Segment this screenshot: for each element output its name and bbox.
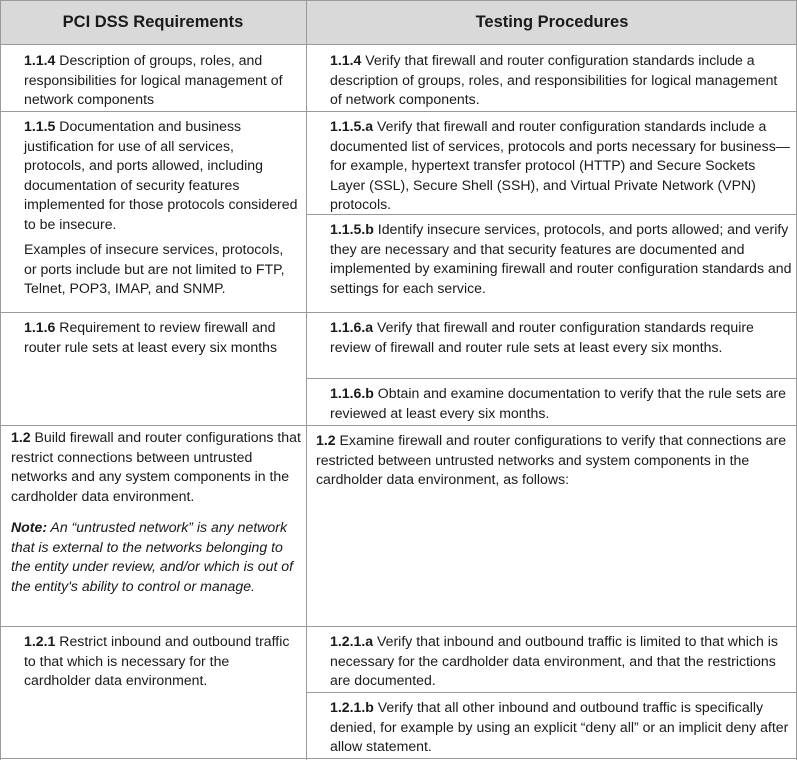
testing-text: Identify insecure services, protocols, and ports allowed; and verify they are necessary and that security features are documented and implemented by examining firewall and router configuration standards and settings for each service. bbox=[330, 221, 792, 296]
testing-cell-1-1-4 bbox=[330, 51, 792, 110]
testing-text: Verify that all other inbound and outbound traffic is specifically denied, for example by using an explicit “deny all” or an implicit deny after allow statement. bbox=[330, 699, 789, 754]
requirement-number: 1.1.4 bbox=[24, 52, 56, 68]
row-divider bbox=[0, 425, 797, 426]
testing-number: 1.1.4 bbox=[330, 52, 362, 68]
row-divider bbox=[0, 626, 797, 627]
requirement-number: 1.1.6 bbox=[24, 319, 56, 335]
testing-text: Verify that firewall and router configuration standards include a description of groups, roles, and responsibilities for logical management of network components. bbox=[330, 52, 778, 107]
table-column-divider bbox=[306, 0, 307, 760]
table-border-top bbox=[0, 0, 797, 1]
testing-column-header bbox=[307, 0, 797, 44]
testing-header-label: Testing Procedures bbox=[475, 12, 629, 31]
testing-cell-1-1-5-a bbox=[330, 117, 792, 215]
sub-row-divider bbox=[307, 214, 797, 215]
table-border-left bbox=[0, 0, 1, 760]
testing-number: 1.1.5.b bbox=[330, 221, 374, 237]
requirement-cell-1-1-5 bbox=[24, 117, 298, 299]
testing-number: 1.2 bbox=[316, 432, 336, 448]
row-divider bbox=[0, 312, 797, 313]
requirements-column-header bbox=[0, 0, 306, 44]
table-border-bottom bbox=[0, 758, 797, 759]
requirement-note bbox=[11, 518, 301, 596]
requirement-examples: Examples of insecure services, protocols, or ports include but are not limited to FTP, Telnet, POP3, IMAP, and SNMP. bbox=[24, 241, 285, 296]
testing-cell-1-1-6-a bbox=[330, 318, 792, 357]
requirement-number: 1.2 bbox=[11, 429, 31, 445]
requirement-text: Build firewall and router configurations that restrict connections between untrusted networks and any system components in the cardholder data environment. bbox=[11, 429, 301, 504]
requirement-cell-1-1-6 bbox=[24, 318, 298, 357]
requirements-header-label: PCI DSS Requirements bbox=[62, 12, 244, 31]
requirement-text: Requirement to review firewall and router rule sets at least every six months bbox=[24, 319, 278, 355]
requirement-cell-1-2-1 bbox=[24, 632, 298, 691]
requirement-cell-1-1-4 bbox=[24, 51, 298, 110]
testing-cell-1-1-6-b bbox=[330, 384, 792, 423]
requirement-text: Description of groups, roles, and responsibilities for logical management of network components bbox=[24, 52, 283, 107]
requirement-text: Restrict inbound and outbound traffic to that which is necessary for the cardholder data environment. bbox=[24, 633, 290, 688]
testing-cell-1-1-5-b bbox=[330, 220, 792, 298]
sub-row-divider bbox=[307, 692, 797, 693]
requirement-number: 1.1.5 bbox=[24, 118, 56, 134]
requirement-text: Documentation and business justification for use of all services, protocols, and ports allowed, including documentation of security features implemented for those protocols considered to be insecure. bbox=[24, 118, 298, 232]
testing-cell-1-2 bbox=[316, 431, 792, 490]
sub-row-divider bbox=[307, 378, 797, 379]
testing-number: 1.1.6.b bbox=[330, 385, 374, 401]
requirement-cell-1-2 bbox=[11, 428, 301, 596]
testing-number: 1.2.1.a bbox=[330, 633, 374, 649]
testing-cell-1-2-1-b bbox=[330, 698, 792, 757]
note-label: Note: bbox=[11, 519, 48, 535]
testing-text: Verify that firewall and router configuration standards require review of firewall and router rule sets at least every six months. bbox=[330, 319, 754, 355]
testing-number: 1.1.5.a bbox=[330, 118, 374, 134]
testing-text: Verify that firewall and router configuration standards include a documented list of services, protocols and ports necessary for business—for example, hypertext transfer protocol (HTTP) and Secure Sockets Layer (SSL), Secure Shell (SSH), and Virtual Private Network (VPN) protocols. bbox=[330, 118, 790, 212]
testing-number: 1.2.1.b bbox=[330, 699, 374, 715]
testing-number: 1.1.6.a bbox=[330, 319, 374, 335]
testing-text: Obtain and examine documentation to verify that the rule sets are reviewed at least every six months. bbox=[330, 385, 786, 421]
row-divider bbox=[0, 44, 797, 45]
requirement-number: 1.2.1 bbox=[24, 633, 56, 649]
testing-text: Verify that inbound and outbound traffic is limited to that which is necessary for the cardholder data environment, and that the restrictions are documented. bbox=[330, 633, 778, 688]
testing-text: Examine firewall and router configurations to verify that connections are restricted between untrusted networks and system components in the cardholder data environment, as follows: bbox=[316, 432, 787, 487]
note-text: An “untrusted network” is any network that is external to the networks belonging to the entity under review, and/or which is out of the entity's ability to control or manage. bbox=[11, 519, 294, 594]
row-divider bbox=[0, 111, 797, 112]
testing-cell-1-2-1-a bbox=[330, 632, 792, 691]
